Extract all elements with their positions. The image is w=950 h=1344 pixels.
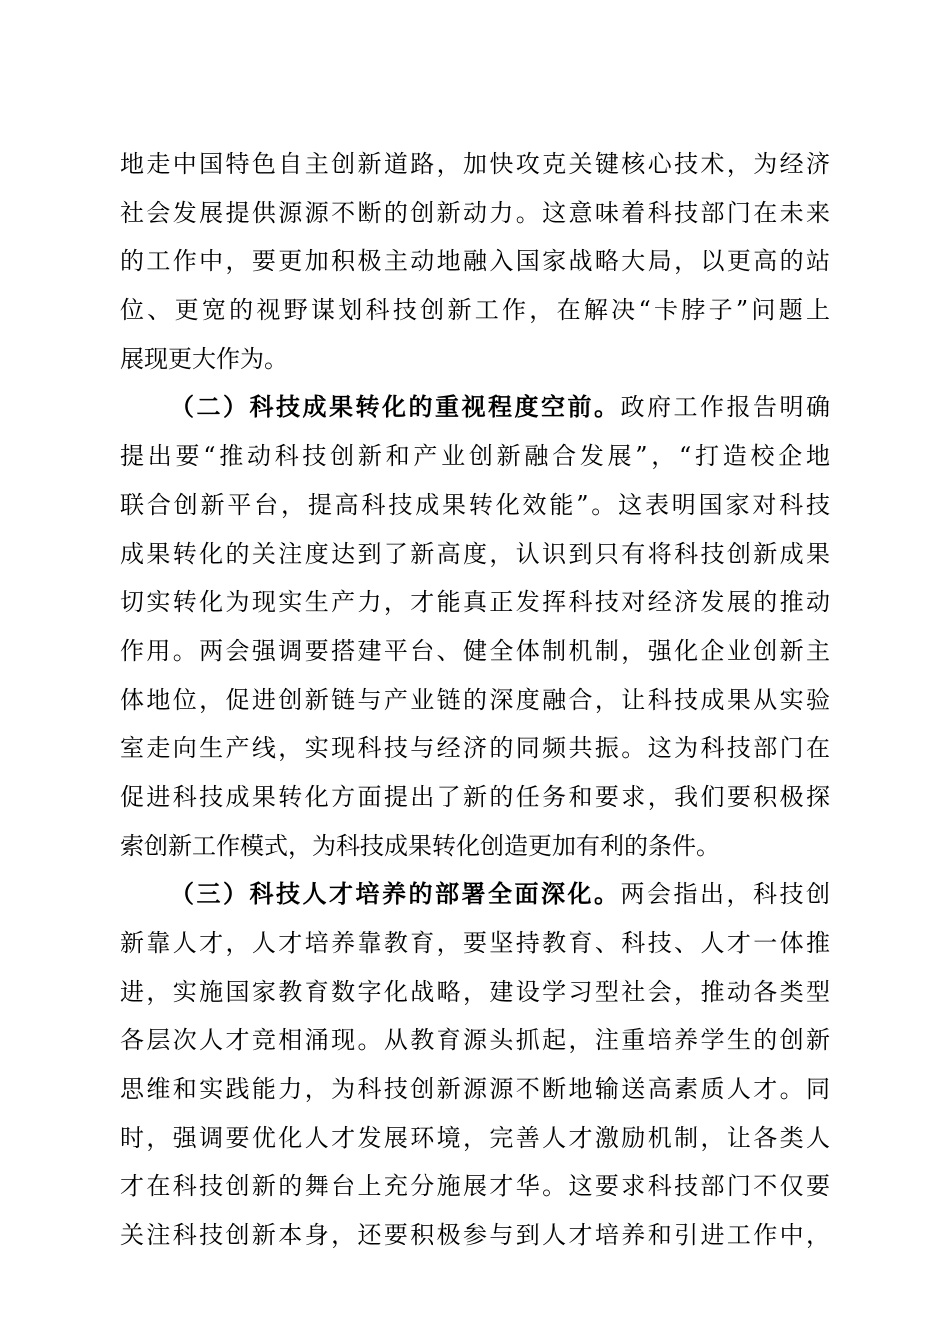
text-line: 各层次人才竞相涌现。从教育源头抓起，注重培养学生的创新 [120,1026,830,1055]
text-line: 作用。两会强调要搭建平台、健全体制机制，强化企业创新主 [120,636,830,665]
heading-continuation: 两会指出，科技创 [620,880,830,909]
text-line: 展现更大作为。 [120,344,288,373]
text-line: 的工作中，要更加积极主动地融入国家战略大局，以更高的站 [120,247,830,276]
text-line: 室走向生产线，实现科技与经济的同频共振。这为科技部门在 [120,734,830,763]
text-line: 地走中国特色自主创新道路，加快攻克关键核心技术，为经济 [120,150,830,178]
paragraph-first-line [120,870,830,919]
paragraph-3 [120,870,830,1260]
paragraph-2 [120,383,830,870]
text-line: 思维和实践能力，为科技创新源源不断地输送高素质人才。同 [120,1075,830,1104]
text-line: 进，实施国家教育数字化战略，建设学习型社会，推动各类型 [120,977,830,1006]
text-line: 社会发展提供源源不断的创新动力。这意味着科技部门在未来 [120,198,830,227]
text-line: 才在科技创新的舞台上充分施展才华。这要求科技部门不仅要 [120,1172,830,1201]
text-line: 体地位，促进创新链与产业链的深度融合，让科技成果从实验 [120,685,830,714]
text-line: 时，强调要优化人才发展环境，完善人才激励机制，让各类人 [120,1123,830,1152]
section-heading-3: （三）科技人才培养的部署全面深化。 [170,879,621,909]
heading-continuation: 政府工作报告明确 [620,393,830,422]
text-line: 位、更宽的视野谋划科技创新工作，在解决“卡脖子”问题上 [120,296,830,325]
document-body [120,140,830,1260]
section-heading-2: （二）科技成果转化的重视程度空前。 [170,392,621,422]
paragraph-1 [120,140,830,383]
text-line: 促进科技成果转化方面提出了新的任务和要求，我们要积极探 [120,782,830,811]
text-line: 联合创新平台，提高科技成果转化效能”。这表明国家对科技 [120,490,830,519]
text-line: 关注科技创新本身，还要积极参与到人才培养和引进工作中， [120,1221,830,1250]
text-line: 索创新工作模式，为科技成果转化创造更加有利的条件。 [120,831,720,860]
text-line: 提出要“推动科技创新和产业创新融合发展”，“打造校企地 [120,442,830,471]
text-line: 切实转化为现实生产力，才能真正发挥科技对经济发展的推动 [120,588,830,617]
text-line: 成果转化的关注度达到了新高度，认识到只有将科技创新成果 [120,539,830,568]
paragraph-first-line [120,383,830,432]
text-line: 新靠人才，人才培养靠教育，要坚持教育、科技、人才一体推 [120,929,830,957]
